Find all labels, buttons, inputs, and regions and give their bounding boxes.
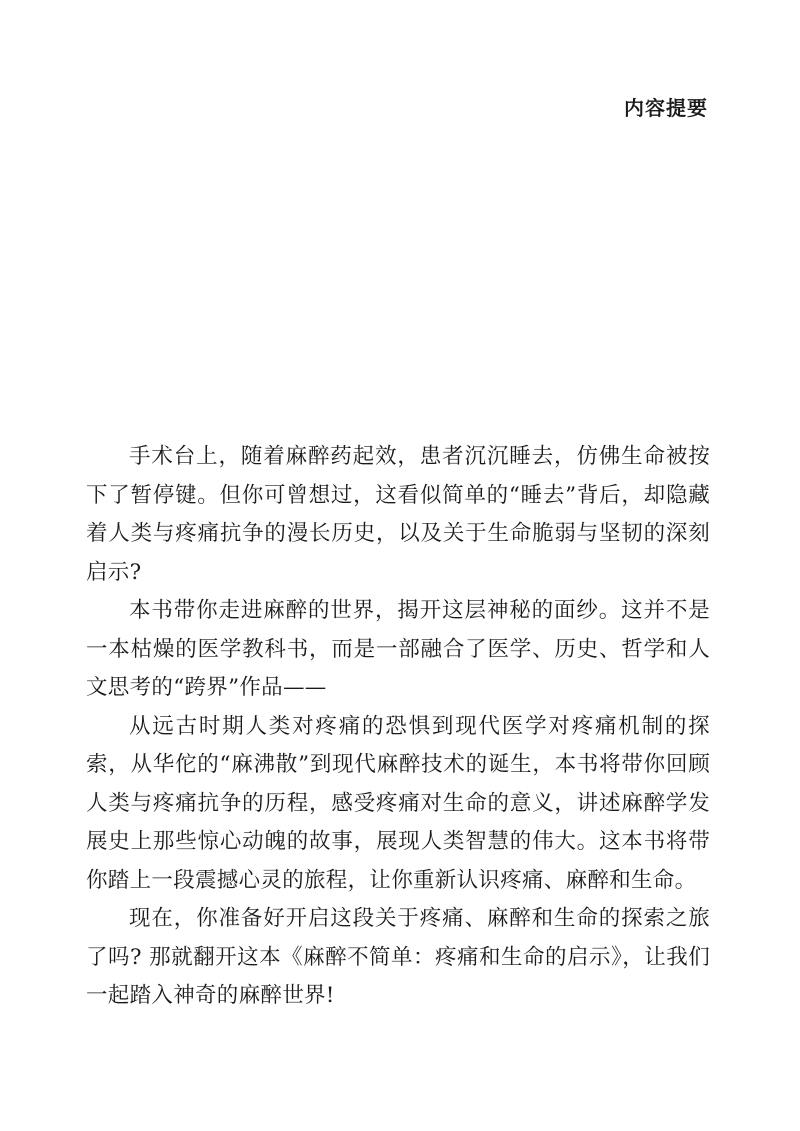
paragraph: 从远古时期人类对疼痛的恐惧到现代医学对疼痛机制的探索，从华佗的“麻沸散”到现代麻醉技术的诞生，本书将带你回顾人类与疼痛抗争的历程，感受疼痛对生命的意义，讲述麻醉学发展史上那些惊心动魄的故事，展现人类智慧的伟大。这本书将带你踏上一段震撼心灵的旅程，让你重新认识疼痛、麻醉和生命。: [86, 713, 710, 893]
page-title: 内容提要: [624, 96, 708, 120]
paragraph: 手术台上，随着麻醉药起效，患者沉沉睡去，仿佛生命被按下了暂停键。但你可曾想过，这看似简单的“睡去”背后，却隐藏着人类与疼痛抗争的漫长历史，以及关于生命脆弱与坚韧的深刻启示?: [86, 444, 710, 585]
paragraph: 本书带你走进麻醉的世界，揭开这层神秘的面纱。这并不是一本枯燥的医学教科书，而是一部融合了医学、历史、哲学和人文思考的“跨界”作品——: [86, 598, 710, 700]
body-text: [86, 438, 710, 1016]
paragraph: 现在，你准备好开启这段关于疼痛、麻醉和生命的探索之旅了吗? 那就翻开这本《麻醉不简单：疼痛和生命的启示》，让我们一起踏入神奇的麻醉世界!: [86, 906, 710, 1008]
